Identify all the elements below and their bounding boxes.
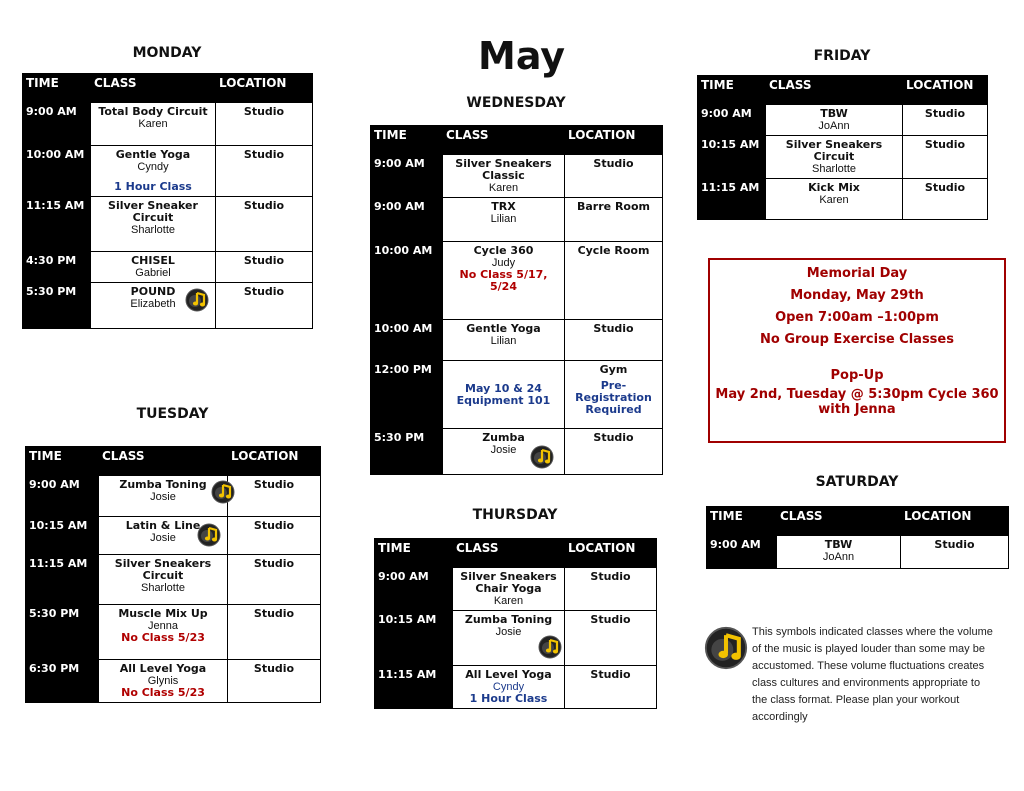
location-header: LOCATION [565, 126, 663, 154]
table-row [23, 197, 313, 252]
music-note-icon [530, 445, 554, 469]
class-name: TBW [824, 538, 853, 551]
time-header: TIME [23, 74, 91, 102]
instructor-name: Josie [150, 491, 176, 503]
class-cell [91, 283, 216, 329]
table-row [375, 666, 657, 709]
class-name: All Level Yoga [119, 662, 207, 675]
class-cell [99, 555, 228, 605]
day-heading-thursday: THURSDAY [472, 507, 558, 523]
class-location: Studio [565, 429, 663, 475]
table-row [26, 475, 321, 517]
class-location: Studio [228, 660, 321, 703]
table-row [371, 154, 663, 198]
instructor-name: Sharlotte [811, 163, 857, 175]
location-note: Pre-Registration Required [575, 379, 652, 416]
class-cell [766, 136, 903, 179]
class-cell [443, 429, 565, 475]
class-header: CLASS [443, 126, 565, 154]
day-heading-wednesday: WEDNESDAY [466, 95, 566, 111]
friday-schedule-table [697, 75, 988, 220]
class-cell [453, 567, 565, 611]
memorial-day-notice [708, 258, 1006, 443]
class-time: 12:00 PM [371, 361, 443, 429]
class-location: Cycle Room [565, 242, 663, 320]
table-row [371, 320, 663, 361]
location-header: LOCATION [901, 507, 1009, 535]
class-name: Silver Sneaker Circuit [108, 199, 198, 224]
time-header: TIME [698, 76, 766, 104]
instructor-name: Karen [138, 118, 168, 130]
table-header-row [23, 74, 313, 102]
music-note-icon [197, 523, 221, 547]
class-location: Barre Room [565, 198, 663, 242]
saturday-schedule-table [706, 506, 1009, 569]
class-name: TBW [820, 107, 848, 120]
class-location: Gym [599, 363, 628, 376]
class-time: 9:00 AM [26, 475, 99, 517]
class-cell [443, 361, 565, 429]
table-row [371, 361, 663, 429]
popup-text: May 2nd, Tuesday @ 5:30pm Cycle 360 with Jenna [715, 387, 999, 417]
table-row [375, 567, 657, 611]
thursday-schedule-table [374, 538, 657, 709]
instructor-name: Karen [488, 182, 519, 194]
location-header: LOCATION [565, 539, 657, 567]
class-name: Zumba Toning [464, 613, 553, 626]
table-row [26, 517, 321, 555]
memorial-date: Monday, May 29th [790, 288, 924, 303]
page-title: May [478, 34, 566, 78]
class-time: 9:00 AM [707, 535, 777, 569]
class-name: Total Body Circuit [98, 105, 208, 118]
class-name: TRX [491, 200, 516, 213]
class-time: 11:15 AM [698, 179, 766, 220]
class-name: Silver Sneakers Chair Yoga [460, 570, 557, 595]
table-header-row [371, 126, 663, 154]
class-cell [99, 660, 228, 703]
monday-schedule-table [22, 73, 313, 329]
class-location: Studio [216, 252, 313, 283]
class-time: 10:00 AM [371, 320, 443, 361]
instructor-name: Lilian [490, 213, 517, 225]
day-heading-saturday: SATURDAY [815, 474, 899, 490]
table-header-row [707, 507, 1009, 535]
class-time: 5:30 PM [26, 605, 99, 660]
class-cell [443, 198, 565, 242]
instructor-name: Lilian [490, 335, 517, 347]
class-time: 10:00 AM [23, 146, 91, 197]
table-row [23, 102, 313, 146]
class-location: Studio [228, 517, 321, 555]
class-header: CLASS [99, 447, 228, 475]
table-row [26, 660, 321, 703]
table-row [23, 146, 313, 197]
class-cell [777, 535, 901, 569]
loud-music-legend: This symbols indicated classes where the volume of the music is played louder than some may be accustomed. These volume fluctuations creates class cultures and environments appropriate to the class format. Please plan your workout accordingly [752, 626, 993, 723]
memorial-hours: Open 7:00am –1:00pm [775, 310, 939, 325]
class-note: No Class 5/17, 5/24 [459, 268, 548, 293]
class-header: CLASS [91, 74, 216, 102]
class-time: 10:15 AM [698, 136, 766, 179]
day-heading-tuesday: TUESDAY [136, 406, 209, 422]
table-row [26, 555, 321, 605]
class-cell [99, 475, 228, 517]
class-location: Studio [216, 197, 313, 252]
class-name: Zumba Toning [119, 478, 207, 491]
class-cell [443, 242, 565, 320]
instructor-name: Sharlotte [130, 224, 176, 236]
memorial-no-classes: No Group Exercise Classes [760, 332, 954, 347]
tuesday-schedule-table [25, 446, 321, 703]
class-name: All Level Yoga [465, 668, 552, 681]
class-time: 5:30 PM [23, 283, 91, 329]
instructor-name: Cyndy [492, 681, 525, 693]
instructor-name: Elizabeth [130, 298, 176, 310]
class-cell [99, 605, 228, 660]
class-time: 10:00 AM [371, 242, 443, 320]
class-name: Zumba [482, 431, 525, 444]
class-name: Gentle Yoga [466, 322, 541, 335]
table-row [698, 136, 988, 179]
time-header: TIME [707, 507, 777, 535]
class-time: 9:00 AM [698, 104, 766, 136]
music-note-icon [211, 480, 235, 504]
class-cell [453, 666, 565, 709]
class-time: 9:00 AM [371, 198, 443, 242]
class-name: May 10 & 24 Equipment 101 [456, 381, 551, 407]
class-name: Gentle Yoga [115, 148, 191, 161]
wednesday-schedule-table [370, 125, 663, 475]
class-location: Studio [565, 666, 657, 709]
class-name: Kick Mix [808, 181, 860, 194]
instructor-name: Josie [150, 532, 176, 544]
location-header: LOCATION [903, 76, 988, 104]
time-header: TIME [375, 539, 453, 567]
class-name: Silver Sneakers Circuit [114, 557, 212, 582]
instructor-name: Judy [491, 257, 516, 269]
class-cell [91, 102, 216, 146]
instructor-name: JoAnn [822, 551, 855, 563]
class-location: Studio [901, 535, 1009, 569]
instructor-name: Jenna [148, 620, 178, 632]
instructor-name: Sharlotte [140, 582, 186, 594]
table-row [698, 104, 988, 136]
class-time: 9:00 AM [375, 567, 453, 611]
table-row [371, 198, 663, 242]
instructor-name: Karen [819, 194, 849, 206]
table-row [26, 605, 321, 660]
class-location: Studio [228, 605, 321, 660]
table-row [707, 535, 1009, 569]
class-note: 1 Hour Class [114, 180, 192, 193]
class-cell [443, 320, 565, 361]
instructor-name: Josie [495, 626, 522, 638]
instructor-name: Cyndy [137, 161, 169, 173]
class-name: Muscle Mix Up [118, 607, 208, 620]
class-time: 10:15 AM [26, 517, 99, 555]
location-header: LOCATION [216, 74, 313, 102]
class-location: Studio [565, 611, 657, 666]
table-row [698, 179, 988, 220]
music-note-icon [704, 626, 748, 670]
popup-title: Pop-Up [830, 368, 884, 383]
class-cell [99, 517, 228, 555]
class-location: Studio [565, 567, 657, 611]
day-heading-monday: MONDAY [132, 45, 202, 61]
class-time: 11:15 AM [26, 555, 99, 605]
class-location: Studio [216, 283, 313, 329]
class-name: CHISEL [131, 254, 175, 267]
class-location: Studio [565, 320, 663, 361]
music-note-icon [538, 635, 562, 659]
class-time: 5:30 PM [371, 429, 443, 475]
time-header: TIME [26, 447, 99, 475]
class-location: Studio [565, 154, 663, 198]
class-note: 1 Hour Class [469, 692, 548, 705]
music-note-icon [185, 288, 209, 312]
instructor-name: Glynis [147, 675, 179, 687]
class-cell [453, 611, 565, 666]
class-time: 9:00 AM [371, 154, 443, 198]
instructor-name: Josie [490, 444, 517, 456]
class-time: 9:00 AM [23, 102, 91, 146]
instructor-name: Karen [493, 595, 524, 607]
class-note: No Class 5/23 [121, 631, 205, 644]
class-name: Silver Sneakers Circuit [785, 138, 883, 163]
class-time: 6:30 PM [26, 660, 99, 703]
class-location: Studio [903, 104, 988, 136]
class-name: Silver Sneakers Classic [455, 157, 552, 182]
class-header: CLASS [777, 507, 901, 535]
class-header: CLASS [766, 76, 903, 104]
table-row [23, 283, 313, 329]
instructor-name: JoAnn [818, 120, 850, 132]
instructor-name: Gabriel [135, 267, 171, 279]
table-header-row [26, 447, 321, 475]
table-row [375, 611, 657, 666]
class-location: Studio [903, 179, 988, 220]
table-header-row [698, 76, 988, 104]
class-time: 10:15 AM [375, 611, 453, 666]
memorial-title: Memorial Day [806, 266, 908, 281]
table-row [371, 429, 663, 475]
class-time: 11:15 AM [23, 197, 91, 252]
class-cell [766, 179, 903, 220]
class-time: 4:30 PM [23, 252, 91, 283]
class-name: Latin & Line [125, 519, 201, 532]
class-location: Studio [216, 146, 313, 197]
class-note: No Class 5/23 [121, 686, 205, 699]
class-name: POUND [130, 285, 176, 298]
class-cell [91, 146, 216, 197]
class-cell [91, 252, 216, 283]
class-time: 11:15 AM [375, 666, 453, 709]
class-cell [91, 197, 216, 252]
location-header: LOCATION [228, 447, 321, 475]
class-cell [766, 104, 903, 136]
class-location: Studio [903, 136, 988, 179]
class-name: Cycle 360 [473, 244, 534, 257]
class-location: Studio [216, 102, 313, 146]
day-heading-friday: FRIDAY [813, 48, 871, 64]
class-location: Studio [228, 475, 321, 517]
table-row [371, 242, 663, 320]
class-location-cell [565, 361, 663, 429]
class-cell [443, 154, 565, 198]
table-header-row [375, 539, 657, 567]
class-header: CLASS [453, 539, 565, 567]
table-row [23, 252, 313, 283]
class-location: Studio [228, 555, 321, 605]
time-header: TIME [371, 126, 443, 154]
